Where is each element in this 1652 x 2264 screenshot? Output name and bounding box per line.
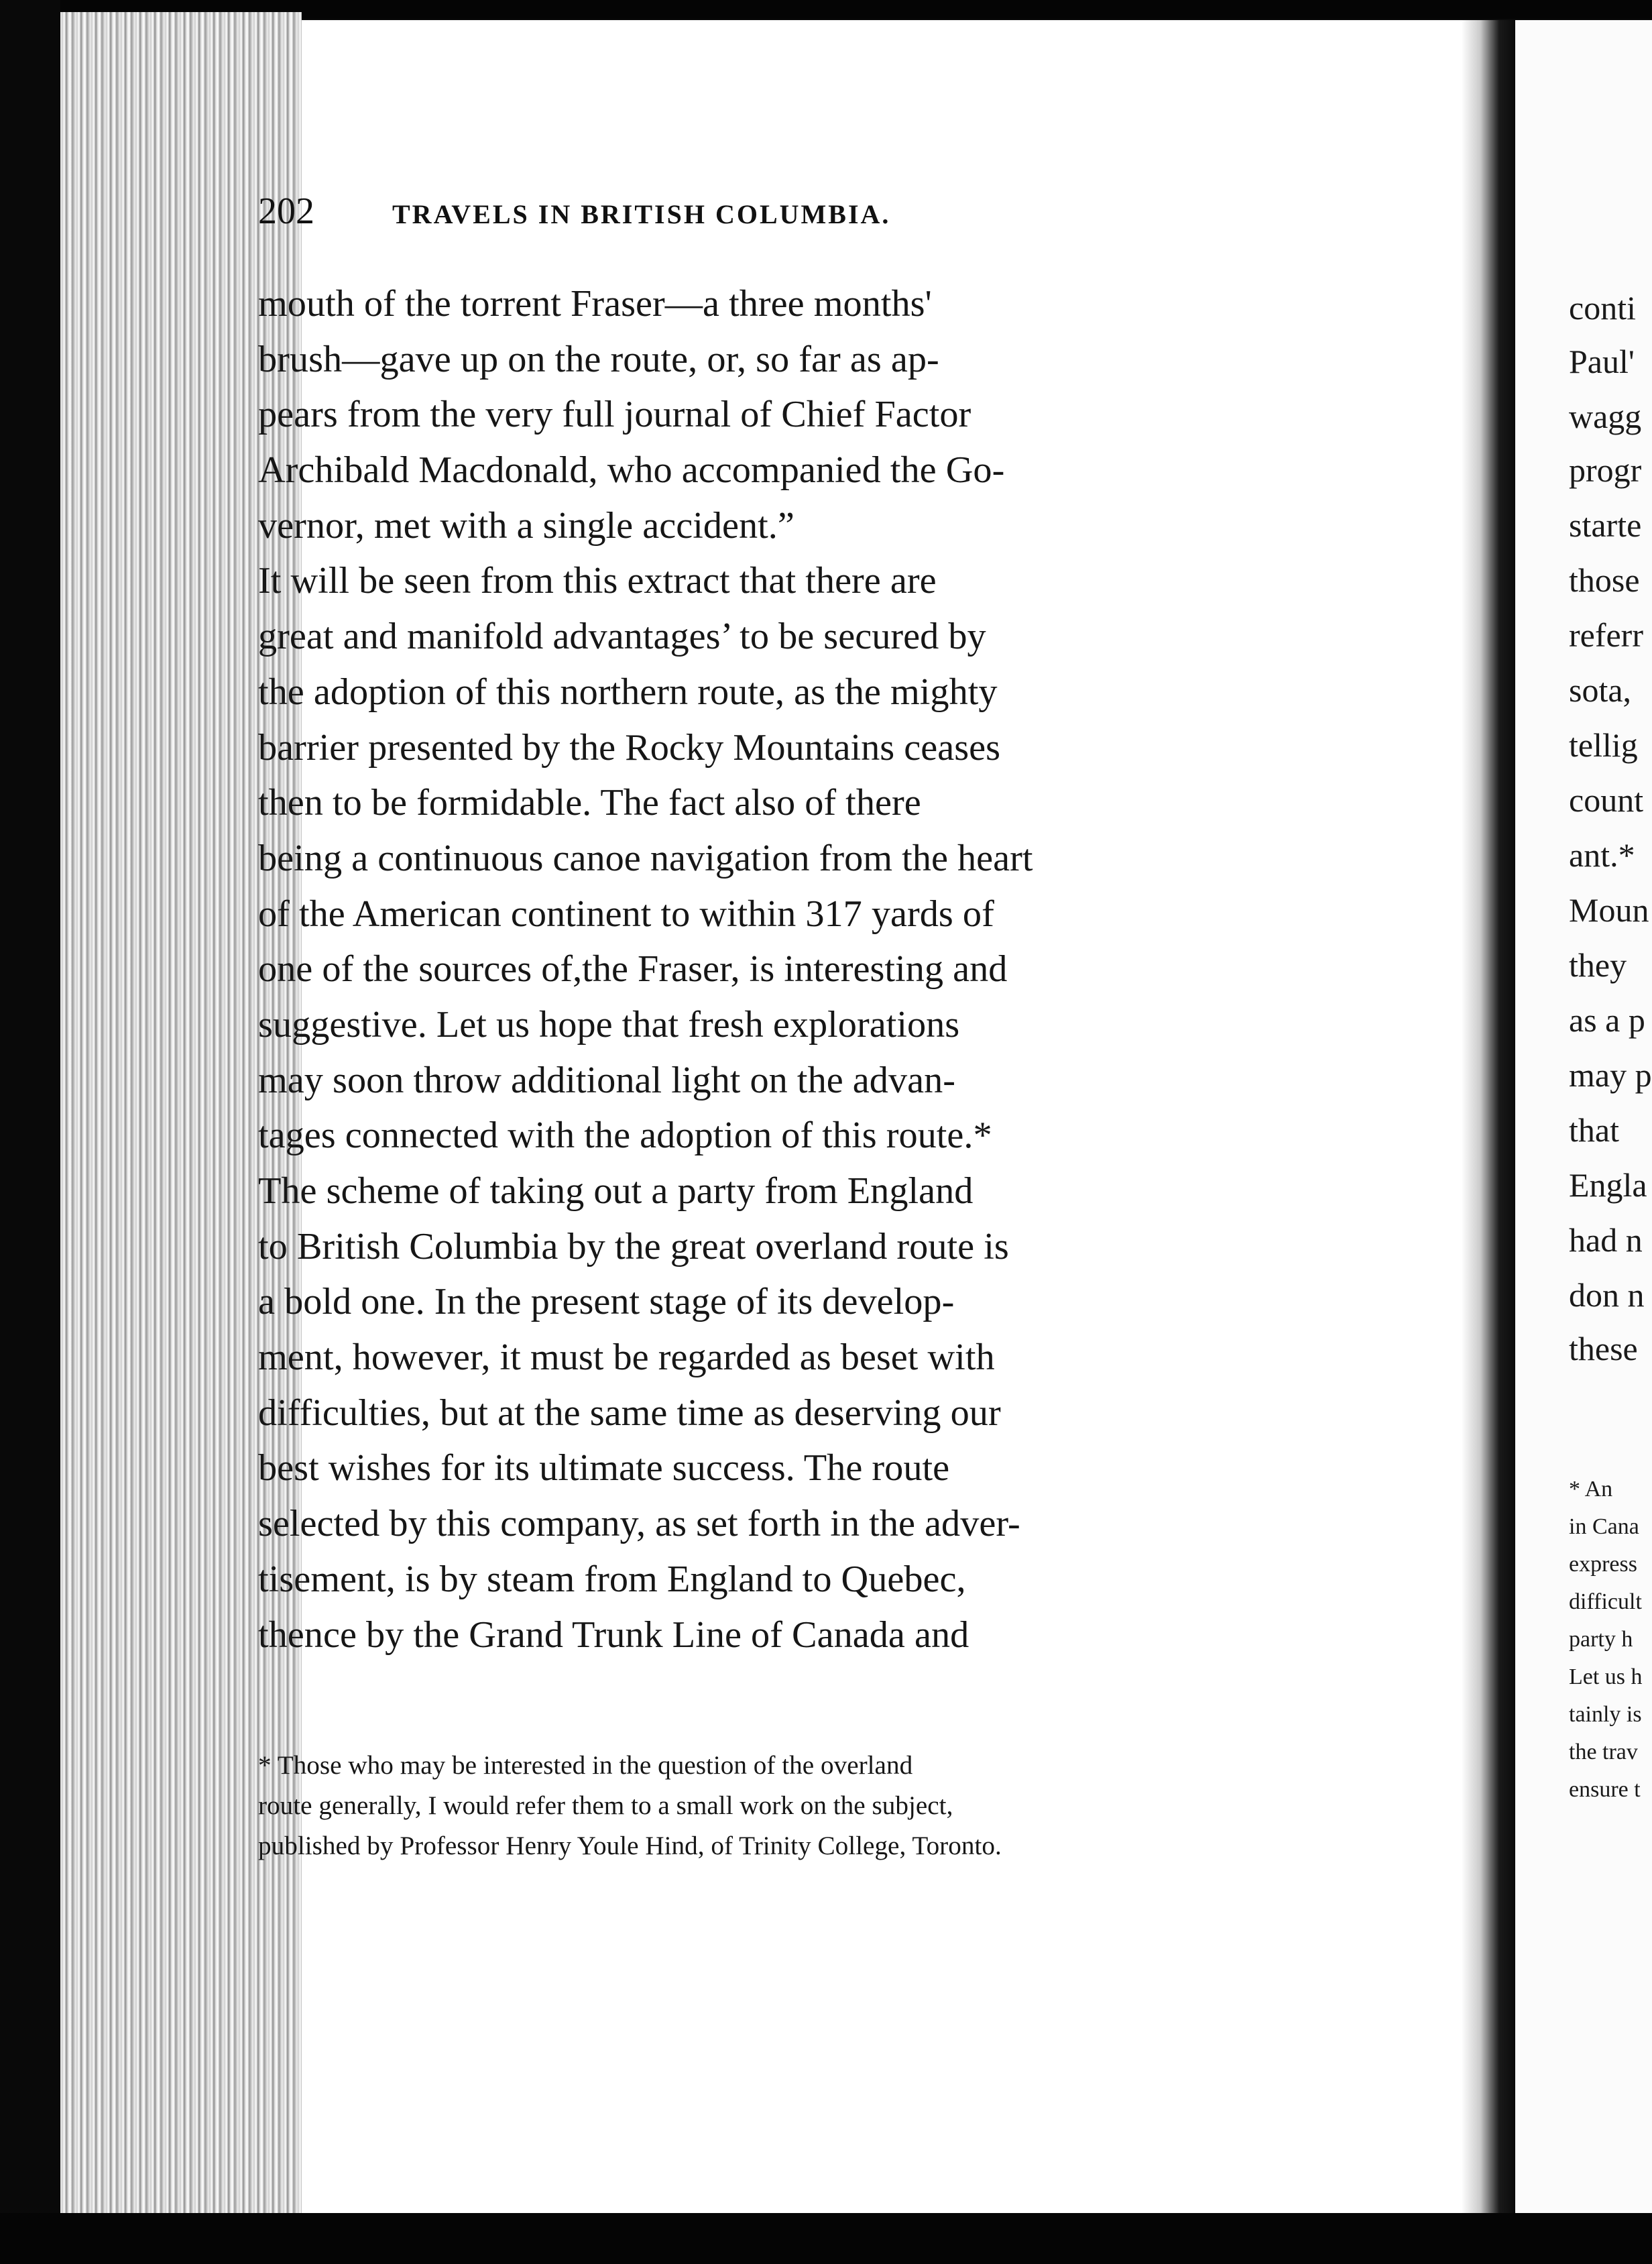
right-page-line: these	[1569, 1330, 1638, 1367]
body-line: of the American continent to within 317 yards of	[258, 893, 994, 935]
running-title: TRAVELS IN BRITISH COLUMBIA.	[392, 199, 891, 229]
body-line: then to be formidable. The fact also of there	[258, 782, 921, 824]
right-page-footnote-line: difficult	[1569, 1589, 1642, 1614]
right-page-footnote-line: express	[1569, 1552, 1637, 1577]
right-page-line: ant.*	[1569, 836, 1635, 874]
right-page-footnote-line: tainly is	[1569, 1702, 1642, 1727]
right-page-line: those	[1569, 561, 1640, 599]
right-page-line: Moun	[1569, 891, 1649, 929]
body-line: ment, however, it must be regarded as beset with	[258, 1337, 995, 1379]
right-page-line: wagg	[1569, 398, 1642, 435]
right-page-line: as a p	[1569, 1001, 1645, 1039]
body-line: thence by the Grand Trunk Line of Canada and	[258, 1614, 969, 1656]
running-head	[258, 190, 1317, 237]
scan-bottom-border	[0, 2213, 1652, 2264]
right-page-line: referr	[1569, 616, 1643, 654]
right-page-line: count	[1569, 781, 1644, 819]
body-line: The scheme of taking out a party from England	[258, 1170, 973, 1212]
body-line: brush—gave up on the route, or, so far as ap-	[258, 338, 939, 380]
body-line: to British Columbia by the great overland route is	[258, 1225, 1009, 1267]
right-page-line: they	[1569, 946, 1627, 984]
right-page-line: starte	[1569, 506, 1642, 544]
body-line: being a continuous canoe navigation from the heart	[258, 837, 1033, 879]
page-number: 202	[258, 190, 314, 232]
body-line: tages connected with the adoption of this route.*	[258, 1115, 992, 1157]
body-line: mouth of the torrent Fraser—a three months'	[258, 283, 932, 325]
body-line: may soon throw additional light on the advan-	[258, 1059, 955, 1101]
body-text	[258, 276, 1465, 1662]
body-line: selected by this company, as set forth in the adver-	[258, 1503, 1020, 1545]
right-page-line: progr	[1569, 451, 1642, 489]
body-line: tisement, is by steam from England to Quebec,	[258, 1558, 966, 1600]
right-page-footnote-line: in Cana	[1569, 1514, 1639, 1539]
right-page-line: may p	[1569, 1056, 1652, 1094]
body-line: Archibald Macdonald, who accompanied the Go-	[258, 449, 1005, 492]
right-page-line: tellig	[1569, 726, 1638, 764]
body-line: barrier presented by the Rocky Mountains ceases	[258, 726, 1001, 769]
right-page-footnote-line: Let us h	[1569, 1664, 1643, 1689]
right-page-footnote-line: the trav	[1569, 1740, 1638, 1764]
body-line: one of the sources of,the Fraser, is interesting and	[258, 948, 1008, 990]
footnote	[258, 1746, 1465, 1866]
footnote-line: published by Professor Henry Youle Hind, of Trinity College, Toronto.	[258, 1831, 1002, 1860]
right-page-line: had n	[1569, 1221, 1643, 1259]
body-line: a bold one. In the present stage of its develop-	[258, 1281, 955, 1323]
right-page-footnote-line: ensure t	[1569, 1777, 1641, 1802]
body-line: vernor, met with a single accident.”	[258, 504, 794, 547]
right-page-fragment	[1515, 20, 1652, 2213]
body-line: best wishes for its ultimate success. The route	[258, 1447, 950, 1489]
book-gutter	[1462, 20, 1515, 2213]
footnote-line: route generally, I would refer them to a small work on the subject,	[258, 1791, 953, 1820]
body-line: difficulties, but at the same time as deserving our	[258, 1392, 1001, 1434]
right-page-line: that	[1569, 1111, 1619, 1149]
body-line: It will be seen from this extract that there are	[258, 560, 937, 602]
body-line: the adoption of this northern route, as the mighty	[258, 671, 998, 713]
right-page-line: Engla	[1569, 1166, 1647, 1204]
body-line: suggestive. Let us hope that fresh explorations	[258, 1003, 960, 1045]
scan-left-border	[0, 0, 60, 2264]
right-page-line: conti	[1569, 289, 1636, 327]
right-page-line: don n	[1569, 1276, 1645, 1314]
body-line: pears from the very full journal of Chief Factor	[258, 394, 971, 436]
footnote-line: * Those who may be interested in the question of the overland	[258, 1751, 913, 1780]
right-page-line: Paul'	[1569, 343, 1635, 380]
right-page-footnote-line: party h	[1569, 1627, 1633, 1652]
right-page-footnote-line: * An	[1569, 1477, 1613, 1502]
right-page-line: sota,	[1569, 671, 1632, 709]
body-line: great and manifold advantages’ to be secured by	[258, 616, 986, 658]
